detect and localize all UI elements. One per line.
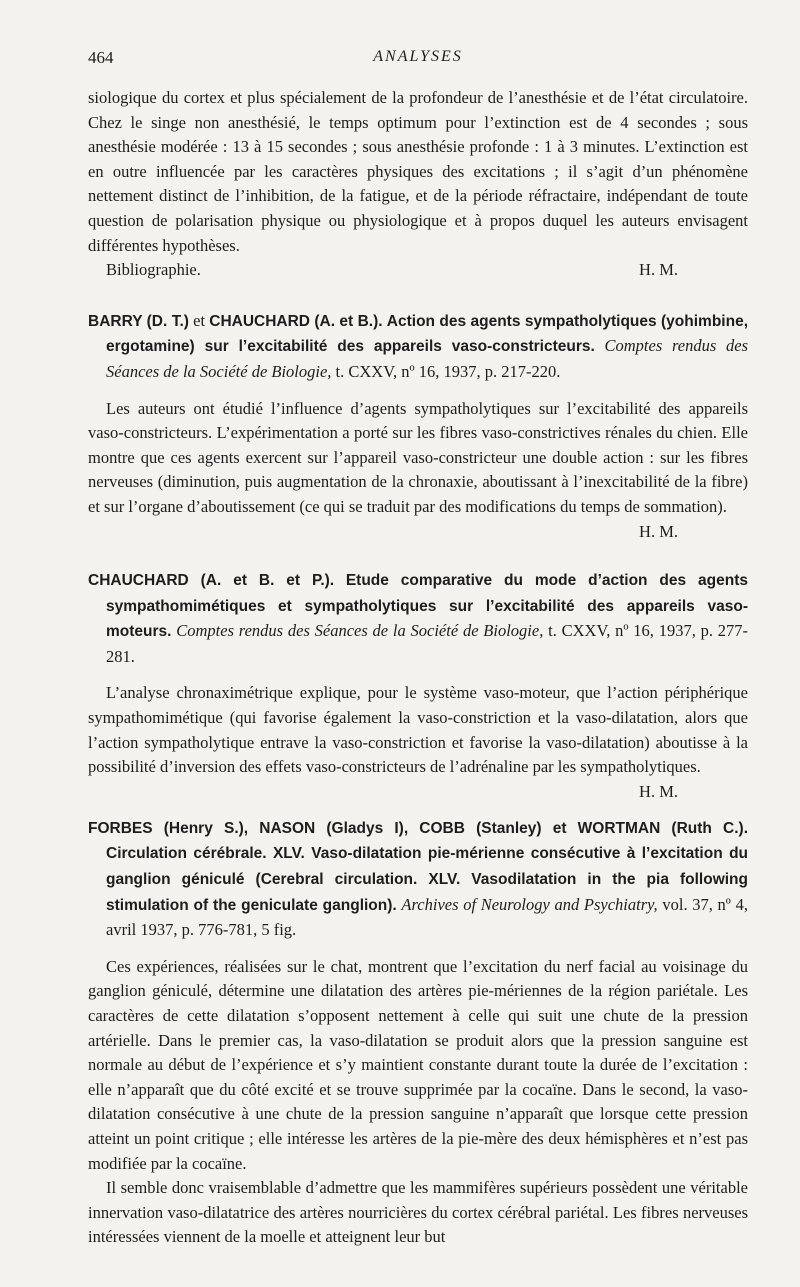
entry-journal: Comptes rendus des Séances de la Société de Biologie,	[106, 336, 748, 381]
entry-title: Action des agents sympatholytiques (yohimbine, ergotamine) sur l’excitabilité des appareils vaso-constricteurs.	[106, 312, 748, 356]
entry-abstract-continued: Il semble donc vraisemblable d’admettre que les mammifères supérieurs possèdent une véritable innervation vaso-dilatatrice des artères nourricières du cortex cérébral pariétal. Les fibres nerveuses intéressées viennent de la moelle et atteignent leur but	[88, 1178, 748, 1247]
bibliography-note: Bibliographie.	[106, 260, 201, 280]
entry-abstract: Ces expériences, réalisées sur le chat, montrent que l’excitation du nerf facial au voisinage du ganglion géniculé, détermine une dilatation des artères pie-mériennes de la région pariétale. Les caractères de cette dilatation s’opposent nettement à celle qui suit une chute de la pression artérielle. Dans le premier cas, la vaso-dilatation se produit alors que la pression sanguine est normale au début de l’expérience et s’y maintient constante durant toute la durée de l’excitation : elle n’apparaît que du côté excité et se trouve supprimée par la cocaïne. Dans le second, la vaso-dilatation consécutive à une chute de la pression sanguine n’apparaît que lorsque cette pression atteint un point critique ; elle intéresse les artères de la pie-mère des deux hémisphères et n’est pas modifiée par la cocaïne.	[88, 956, 748, 1173]
entry-journal: Archives of Neurology and Psychiatry,	[401, 894, 658, 914]
entry-title: Etude comparative du mode d’action des agents sympathomimétiques et sympatholytiques sur l’excitabilité des appareils vaso-moteurs.	[106, 572, 749, 641]
entry-citation: t. CXXV, nº 16, 1937, p. 217-220.	[331, 361, 561, 381]
entry-signature: H. M.	[639, 521, 678, 541]
abstract-entry	[88, 568, 749, 801]
entry-title: Circulation cérébrale. XLV. Vaso-dilatation pie-mérienne consécutive à l’excitation du ganglion géniculé (Cerebral circulation. XLV. Vasodilatation in the pia following stimulation of the geniculate ganglion).	[106, 845, 748, 914]
page-body	[88, 86, 748, 1260]
entry-abstract-text: L’analyse chronaximétrique explique, pour le système vaso-moteur, que l’action périphérique sympathomimétique (qui favorise également la vaso-constriction et la vaso-dilatation, alors que l’action sympatholytique entrave la vaso-constriction et favorise la vaso-dilatation) aboutisse à la possibilité d’inversion des effets vaso-constricteurs de l’adrénaline par les sympatholytiques.	[88, 683, 748, 777]
entry-abstract: Les auteurs ont étudié l’influence d’agents sympatholytiques sur l’excitabilité des appareils vaso-constricteurs. L’expérimentation a porté sur les fibres vaso-constrictives rénales du chien. Elle montre que ces agents exercent sur l’appareil vaso-constricteur une double action : sur les fibres nerveuses (diminution, puis augmentation de la chronaxie, aboutissant à l’inexcitabilité de la fibre) et sur l’organe d’aboutissement (ce qui se traduit par des modifications du temps de sommation).	[88, 398, 748, 516]
entry-abstract	[88, 681, 748, 801]
entry-citation: vol. 37, nº 4, avril 1937, p. 776-781, 5 fig.	[106, 894, 748, 940]
intro-signature: H. M.	[639, 260, 678, 280]
intro-footer	[88, 258, 748, 283]
abstract-entry	[88, 816, 748, 1250]
entry-signature: H. M.	[639, 781, 678, 801]
entry-authors-2: CHAUCHARD (A. et B.).	[209, 312, 383, 330]
intro-paragraph: siologique du cortex et plus spécialement de la profondeur de l’anesthésie et de l’état circulatoire. Chez le singe non anesthésié, le temps optimum pour l’extinction est de 4 secondes ; sous anesthésie modérée : 13 à 15 secondes ; sous anesthésie profonde : 1 à 3 minutes. L’extinction est en outre influencée par les caractères physiques des excitations ; il s’agit d’un phénomène nettement distinct de l’inhibition, de la fatigue, et de la période réfractaire, indépendant de toute question de polarisation physique ou physiologique et à propos duquel les auteurs envisagent différentes hypothèses.	[88, 88, 748, 255]
entry-journal: Comptes rendus des Séances de la Société de Biologie,	[176, 621, 544, 641]
entry-reference	[88, 568, 748, 669]
entry-authors: BARRY (D. T.)	[88, 312, 189, 330]
page-header	[88, 48, 748, 74]
abstract-entry	[88, 309, 748, 544]
page-number: 464	[88, 48, 114, 67]
running-title: ANALYSES	[373, 48, 463, 65]
entry-authors: CHAUCHARD (A. et B. et P.).	[88, 572, 335, 590]
entry-connector: et	[188, 310, 210, 330]
entry-reference	[88, 309, 748, 385]
entry-citation: t. CXXV, nº 16, 1937, p. 277-281.	[106, 621, 749, 666]
entry-authors: FORBES (Henry S.), NASON (Gladys I), COBB (Stanley) et WORTMAN (Ruth C.).	[88, 819, 748, 837]
entry-reference	[88, 816, 748, 943]
